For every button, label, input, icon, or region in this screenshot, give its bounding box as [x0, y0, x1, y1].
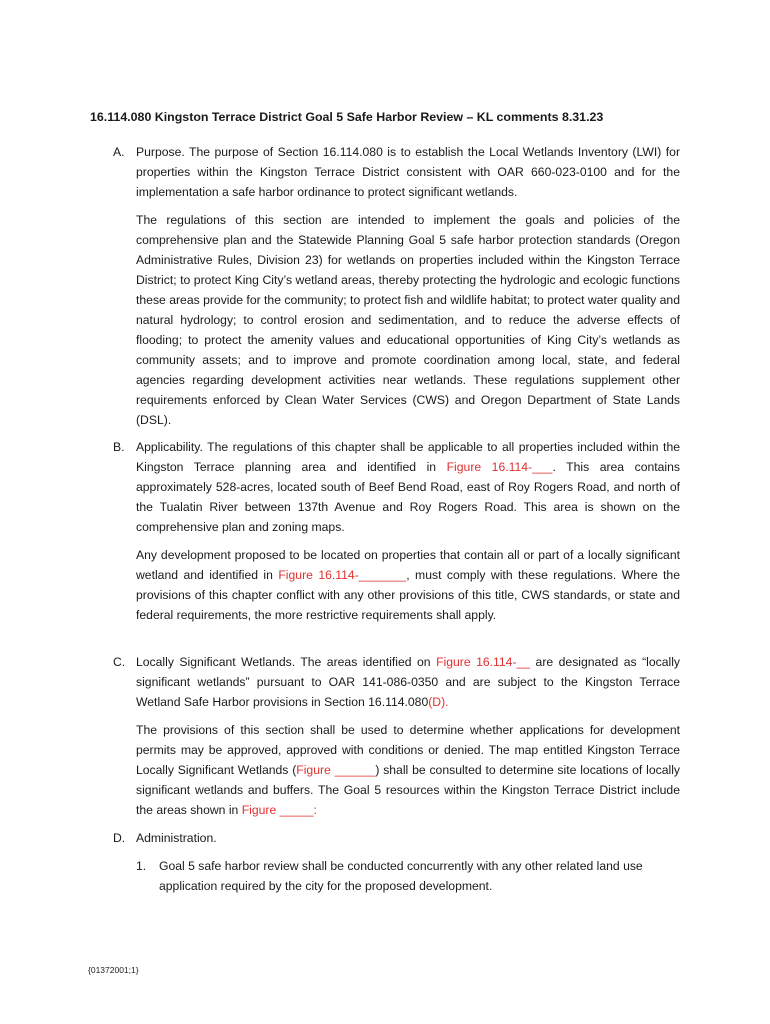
section-letter: A. [113, 145, 125, 159]
section-letter: B. [113, 440, 125, 454]
list-item-text: Goal 5 safe harbor review shall be conducted concurrently with any other related land use application required by the city for the proposed development. [159, 859, 643, 893]
section-letter: C. [113, 655, 126, 669]
section-b-development: Any development proposed to be located on properties that contain all or part of a locally significant wetland and identified in Figure 16.114-_______, must comply with these regulations. Where the provisions of this chapter conflict with any other provisions of this title, CWS standards, or state and federal requirements, the more restrictive requirements shall apply. [136, 548, 680, 622]
section-b-applicability: Applicability. The regulations of this chapter shall be applicable to all properties included within the Kingston Terrace planning area and identified in Figure 16.114-___. This area contains approximately 528-acres, located south of Beef Bend Road, east of Roy Rogers Road, and north of the Tualatin River between 137th Avenue and Roy Rogers Road. This area is shown on the comprehensive plan and zoning maps. [136, 440, 681, 534]
list-item-number: 1. [136, 859, 147, 873]
document-footer-id: {01372001;1} [88, 965, 139, 975]
section-reference: (D). [428, 695, 449, 709]
section-a [113, 142, 680, 430]
section-d-administration: Administration. [136, 831, 217, 845]
section-c-wetlands: Locally Significant Wetlands. The areas identified on Figure 16.114-__ are designated as “locally significant wetlands” pursuant to OAR 141-086-0350 and are subject to the Kingston Terrace Wetland Safe Harbor provisions in Section 16.114.080(D). [136, 655, 681, 709]
section-letter: D. [113, 831, 126, 845]
section-d [113, 828, 680, 848]
document-title: 16.114.080 Kingston Terrace District Goal 5 Safe Harbor Review – KL comments 8.31.23 [90, 110, 604, 124]
figure-reference: Figure 16.114-__ [436, 655, 531, 669]
section-b [113, 437, 680, 625]
section-c [113, 652, 680, 820]
figure-reference: Figure 16.114-_______ [278, 568, 407, 582]
section-c-provisions: The provisions of this section shall be used to determine whether applications for development permits may be approved, approved with conditions or denied. The map entitled Kingston Terrace Locally Significant Wetlands (Figure ______) shall be consulted to determine site locations of locally significant wetlands and buffers. The Goal 5 resources within the Kingston Terrace District include the areas shown in Figure _____: [136, 723, 680, 817]
section-a-purpose: Purpose. The purpose of Section 16.114.080 is to establish the Local Wetlands Inventory (LWI) for properties within the Kingston Terrace District consistent with OAR 660-023-0100 and for the implementation a safe harbor ordinance to protect significant wetlands. [136, 145, 680, 199]
section-a-regulations: The regulations of this section are intended to implement the goals and policies of the comprehensive plan and the Statewide Planning Goal 5 safe harbor protection standards (Oregon Administrative Rules, Division 23) for wetlands on properties included within the Kingston Terrace District; to protect King City’s wetland areas, thereby protecting the hydrologic and ecologic functions these areas provide for the community; to protect fish and wildlife habitat; to protect water quality and natural hydrology; to control erosion and sedimentation, and to reduce the adverse effects of flooding; to protect the amenity values and educational opportunities of King City’s wetlands as community assets; and to improve and promote coordination among local, state, and federal agencies regarding development activities near wetlands. These regulations supplement other requirements enforced by Clean Water Services (CWS) and Oregon Department of State Lands (DSL). [136, 213, 680, 427]
list-item [136, 856, 680, 896]
figure-reference: Figure 16.114-___ [446, 460, 553, 474]
figure-reference: Figure _____: [241, 803, 317, 817]
figure-reference: Figure ______ [296, 763, 376, 777]
